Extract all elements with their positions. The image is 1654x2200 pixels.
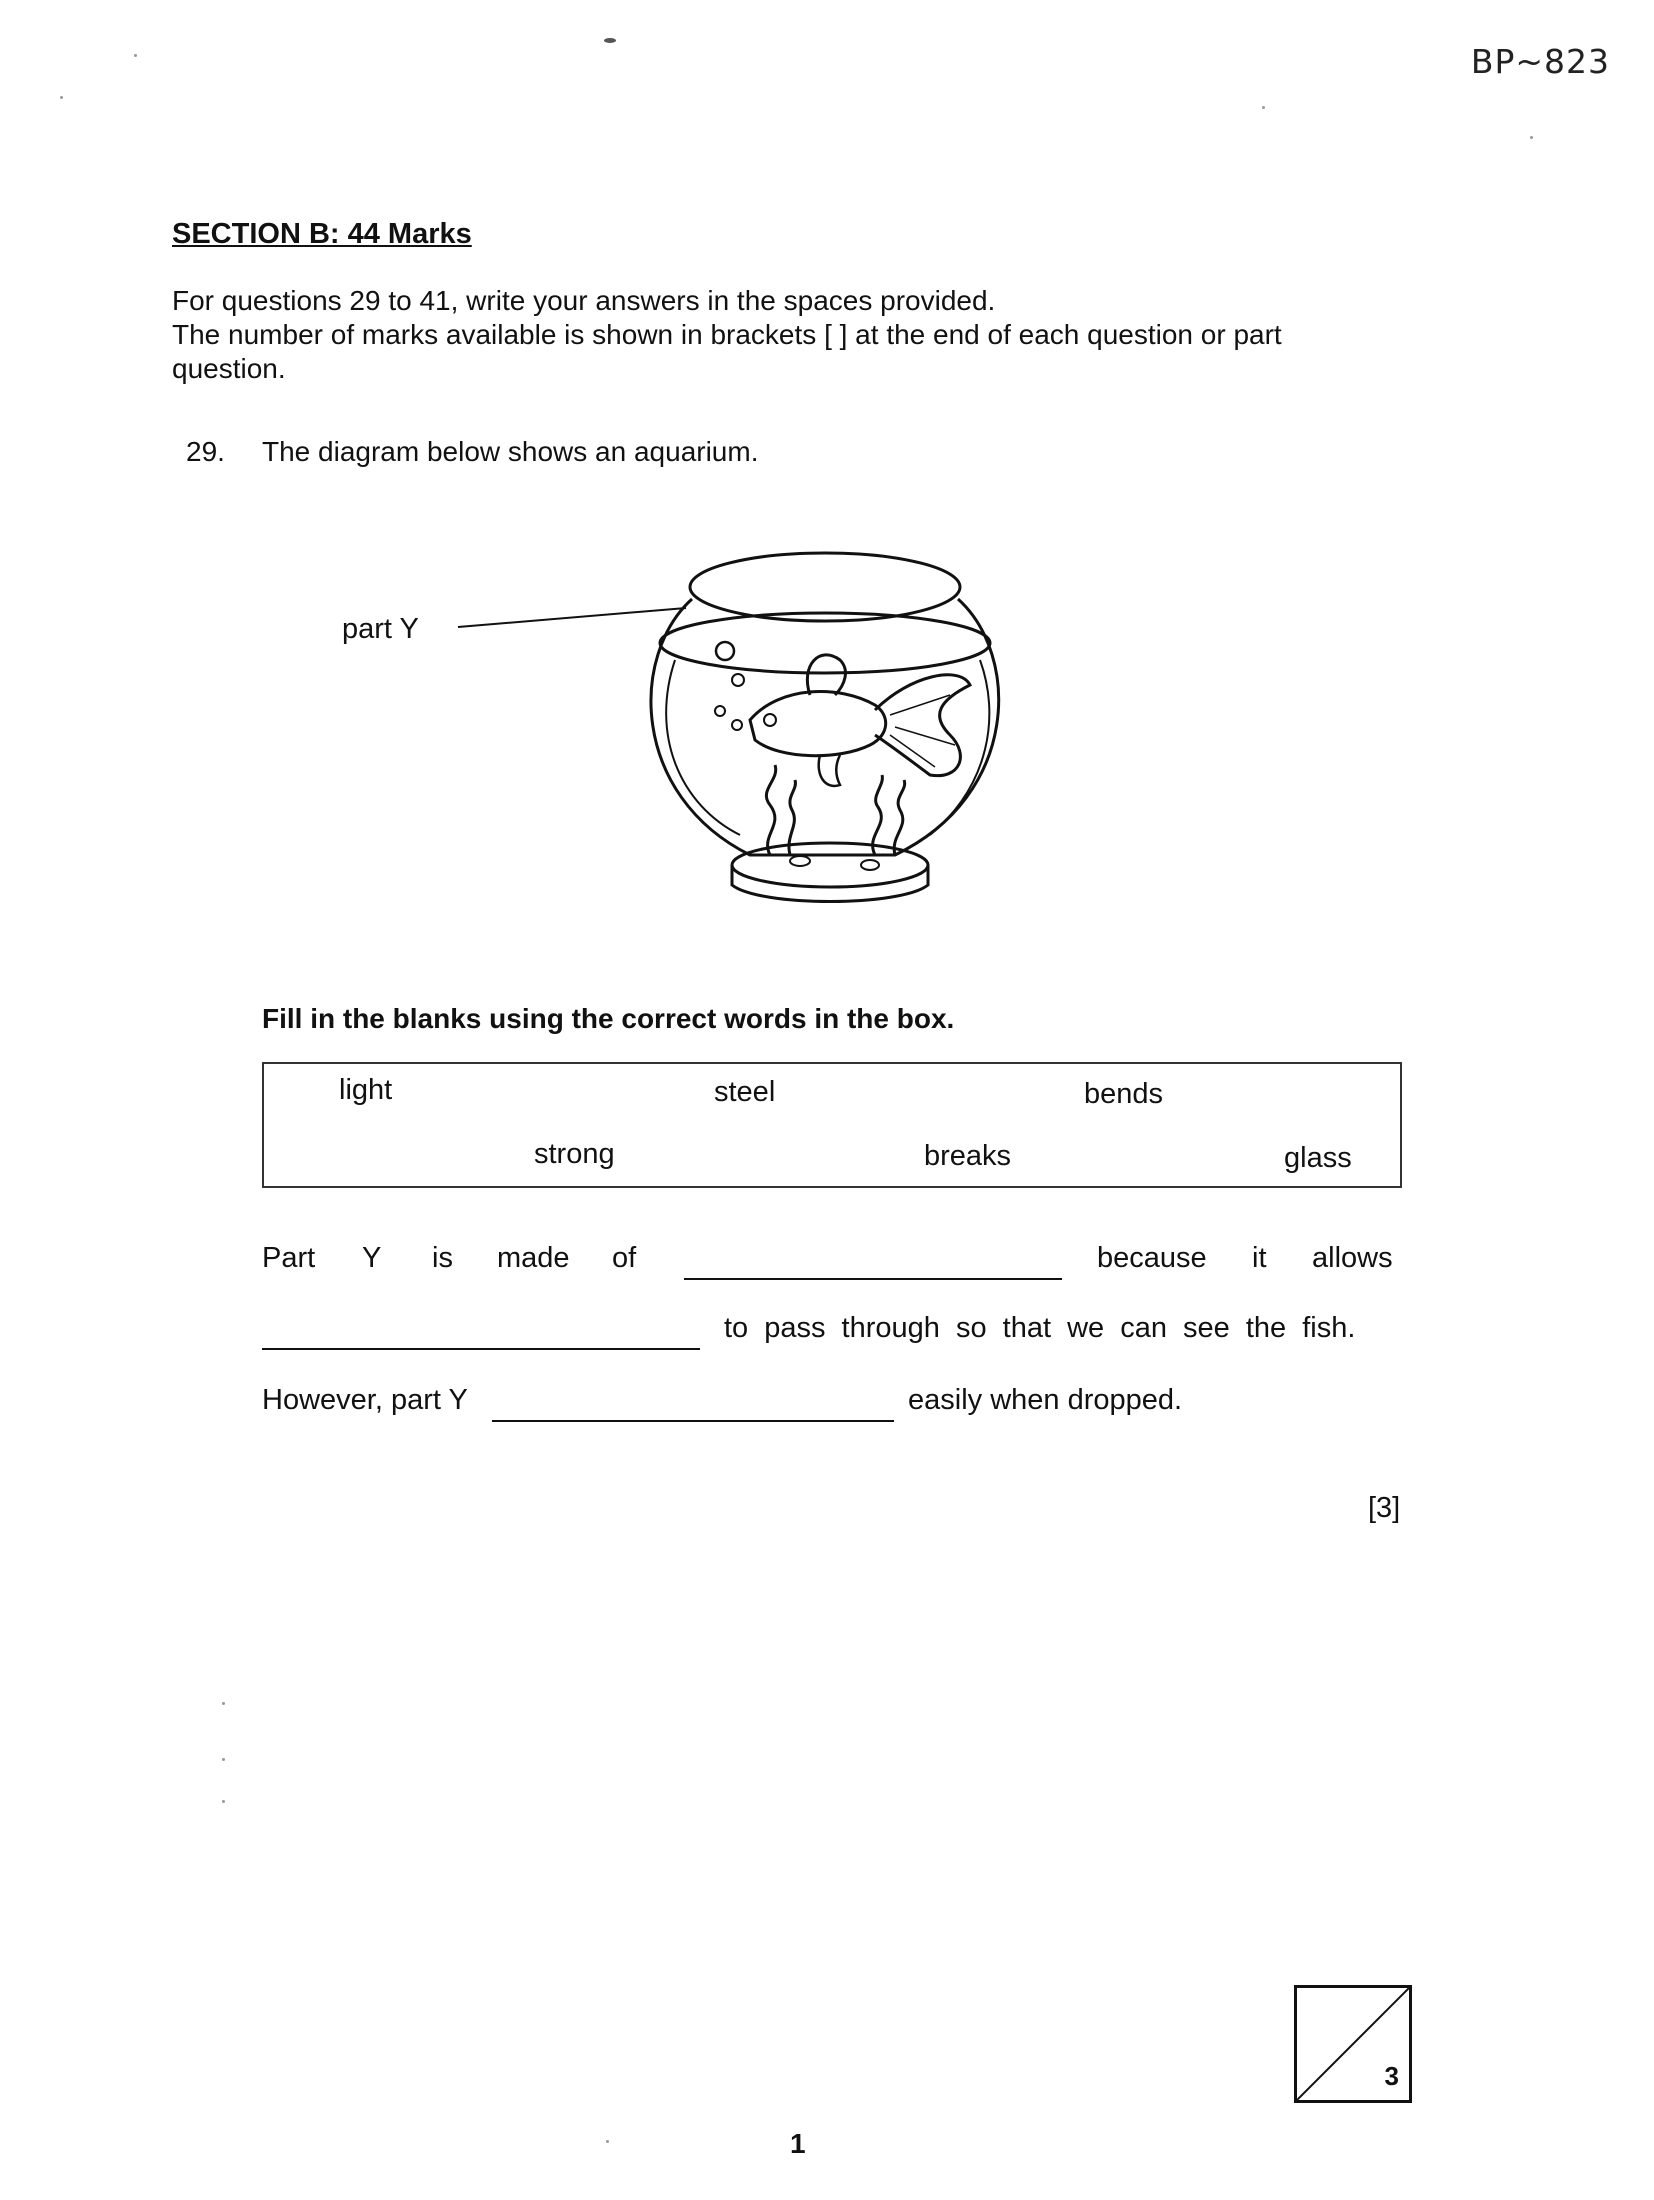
scan-speck <box>134 54 137 57</box>
part-y-label: part Y <box>342 613 419 645</box>
word-light: light <box>339 1074 393 1106</box>
scan-mark <box>604 38 616 43</box>
section-title: SECTION B: 44 Marks <box>172 218 472 250</box>
blank-3[interactable] <box>492 1420 894 1422</box>
seaweed <box>766 765 775 855</box>
aquarium-diagram <box>330 535 1050 915</box>
scan-speck <box>222 1702 225 1705</box>
word-box <box>262 1062 1402 1188</box>
word-steel: steel <box>714 1076 776 1108</box>
score-value: 3 <box>1384 2061 1399 2091</box>
fill-instruction: Fill in the blanks using the correct words in the box. <box>262 1003 955 1034</box>
bubble <box>716 642 734 660</box>
fishbowl-drawing <box>330 535 1050 915</box>
word-glass: glass <box>1284 1142 1352 1174</box>
instruction-line-1: For questions 29 to 41, write your answers in the spaces provided. <box>172 285 996 316</box>
scan-speck <box>222 1800 225 1803</box>
word-bends: bends <box>1084 1078 1164 1110</box>
fish-tail <box>875 675 970 776</box>
bowl-base <box>732 843 928 887</box>
question-number: 29. <box>186 436 225 467</box>
blank-1[interactable] <box>684 1278 1062 1280</box>
score-box <box>1294 1985 1412 2103</box>
document-code: BP~823 <box>1470 42 1610 81</box>
sentence-1: Part Y is made of because it allows <box>262 1242 1402 1286</box>
instruction-line-2: The number of marks available is shown in brackets [ ] at the end of each question or part <box>172 319 1282 350</box>
blank-2[interactable] <box>262 1348 700 1350</box>
scan-speck <box>1530 136 1533 139</box>
bowl-rim <box>690 553 960 621</box>
scan-speck <box>1262 106 1265 109</box>
scan-speck <box>606 2140 609 2143</box>
instruction-line-3: question. <box>172 353 286 384</box>
question-marks: [3] <box>1368 1492 1401 1524</box>
word-strong: strong <box>534 1138 615 1170</box>
word-breaks: breaks <box>924 1140 1012 1172</box>
page-number: 1 <box>790 2128 806 2159</box>
part-y-leader-line <box>458 608 686 627</box>
bowl-inner-line <box>666 660 740 835</box>
scan-speck <box>60 96 63 99</box>
scan-speck <box>222 1758 225 1761</box>
fish-body <box>750 691 886 755</box>
sentence-2: to pass through so that we can see the fish. <box>262 1312 1402 1356</box>
sentence-3: However, part Y easily when dropped. <box>262 1384 1402 1428</box>
question-text: The diagram below shows an aquarium. <box>262 436 759 467</box>
